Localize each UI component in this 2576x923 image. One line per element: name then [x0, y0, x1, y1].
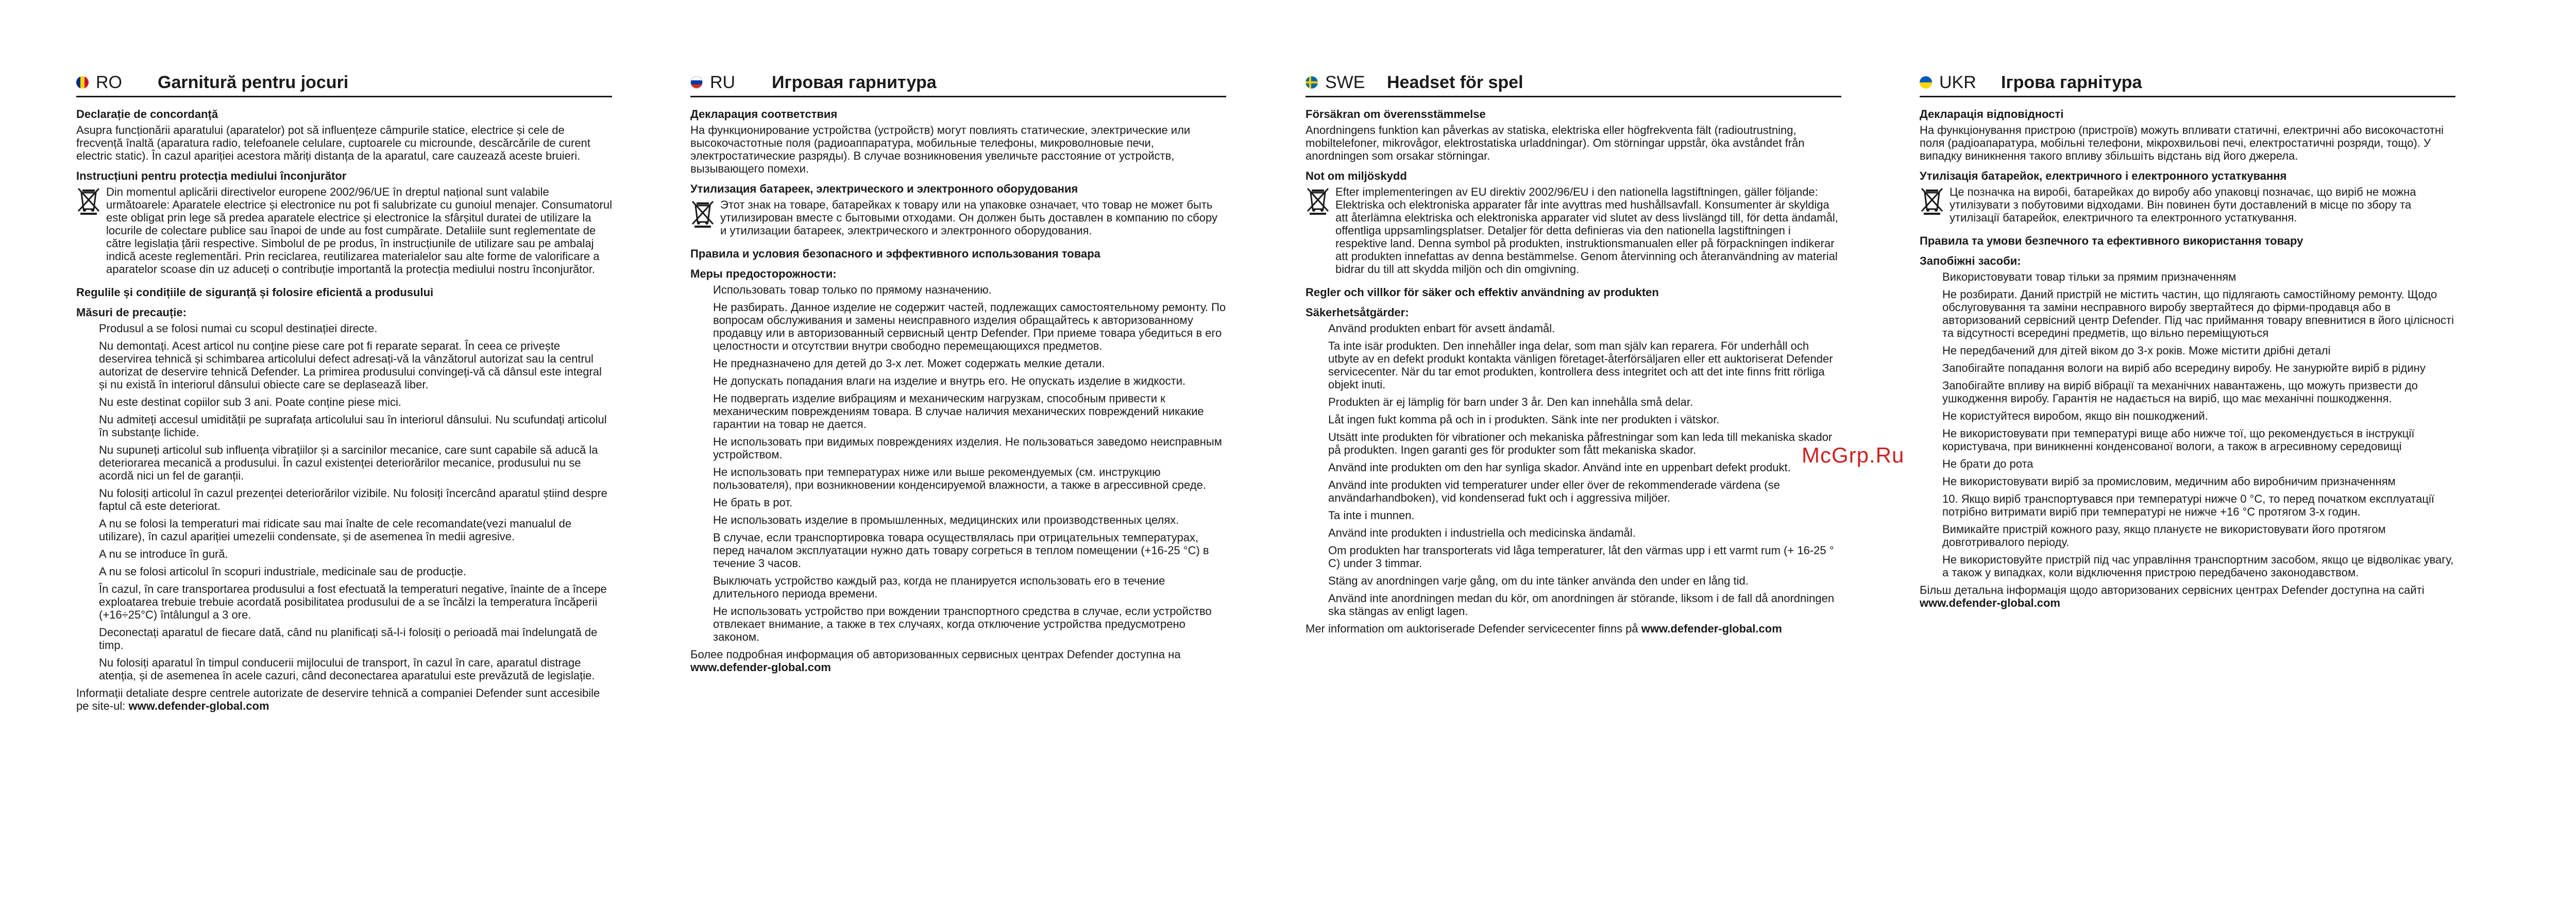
- list-item: Produkten är ej lämplig för barn under 3 år. Den kan innehålla små delar.: [1328, 396, 1693, 408]
- precautions-list: [690, 283, 1226, 643]
- column-header: [76, 72, 612, 93]
- precautions-label: Măsuri de precauție:: [76, 306, 187, 319]
- list-item: Не розбирати. Даний пристрій не містить частин, що підлягають самостійному ремонту. Щодо обслуговування та заміни несправного виробу звертайтеся до фірми-продавця або в авторизований сервісний центр Defender. Під час приймання товару впевнитися в його цілісності та відсутності всередині предметів, що вільно переміщуються: [1942, 288, 2454, 339]
- list-item: В случае, если транспортировка товара осуществлялась при отрицательных температурах, перед началом эксплуатации нужно дать товару согреться в теплом помещении (+16-25 °С) в течение 3 часов.: [713, 531, 1209, 570]
- language-code: RU: [710, 72, 736, 92]
- more-info-text: Более подробная информация об авторизованных сервисных центрах Defender доступна на: [690, 648, 1181, 661]
- website-link[interactable]: www.defender-global.com: [1641, 622, 1782, 635]
- disposal-text: Це позначка на виробі, батарейках до виробу або упаковці позначає, що виріб не можна утилізувати з побутовими відходами. Він повинен бути доставлений в місце по збору та утилізації батарейок, електричного та електронного устаткування.: [1950, 185, 2416, 224]
- header-rule: [1306, 96, 1841, 97]
- website-link[interactable]: www.defender-global.com: [690, 661, 831, 674]
- header-rule: [690, 96, 1226, 97]
- list-item: Utsätt inte produkten för vibrationer och mekaniska påfrestningar som kan leda till mekaniska skador på produkten. Ingen garanti ges för produkter som fått mekaniska skador.: [1328, 431, 1833, 456]
- declaration-text: Anordningens funktion kan påverkas av statiska, elektriska eller högfrekventa fält (radioutrustning, mobiltelefoner, mikrovågor, elektrostatiska urladdningar). Om störningar uppstår, öka avståndet från anordningen som orsakar störningar.: [1306, 124, 1805, 162]
- product-title: Ігрова гарнітура: [2001, 72, 2142, 92]
- list-item: 10. Якщо виріб транспортувався при температурі нижче 0 °С, то перед початком експлуатації потрібно витримати виріб при температурі не нижче +16 °С протягом 3-х годин.: [1942, 492, 2435, 518]
- precautions-list: [76, 322, 612, 682]
- column-swe: [1306, 72, 1841, 876]
- flag-stripe: [80, 76, 84, 89]
- sweden-flag-icon: [1306, 76, 1318, 89]
- language-code: UKR: [1939, 72, 1976, 92]
- precautions-label: Запобіжні засоби:: [1920, 254, 2021, 267]
- column-ru: [690, 72, 1226, 876]
- more-info-text: Більш детальна інформація щодо авторизованих сервісних центрах Defender доступна на сайті: [1920, 584, 2425, 596]
- list-item: Не брать в рот.: [713, 496, 793, 509]
- list-item: Не передбачений для дітей віком до 3-х років. Може містити дрібні деталі: [1942, 344, 2331, 357]
- list-item: Запобігайте попадання вологи на виріб або всередину виробу. Не занурюйте виріб в рідину: [1942, 362, 2426, 374]
- disposal-block: [76, 185, 612, 279]
- header-rule: [1920, 96, 2455, 97]
- product-title: Garnitură pentru jocuri: [158, 72, 349, 92]
- declaration-text: На функционирование устройства (устройств) могут повлиять статические, электрические или высокочастотные поля (радиоаппаратура, мобильные телефоны, микроволновые печи, электростатические разряды). В случае возникновения увеличьте расстояние от устройств, вызывающего помехи.: [690, 124, 1191, 175]
- flag-stripe: [1920, 76, 1932, 82]
- list-item: Nu folosiți articolul în cazul prezenței deteriorărilor vizibile. Nu folosiți încercând aparatul știind despre faptul că este deteriorat.: [99, 487, 607, 512]
- list-item: Не использовать устройство при вождении транспортного средства в случае, если устройство отвлекает внимание, а также в тех случаях, когда отключение устройства предусмотрено законом.: [713, 605, 1212, 643]
- list-item: Ta inte i munnen.: [1328, 509, 1415, 522]
- precautions-label: Меры предосторожности:: [690, 267, 837, 280]
- list-item: Om produkten har transporterats vid låga temperaturer, låt den värmas upp i ett varmt rum (+ 16-25 ° C) under 3 timmar.: [1328, 544, 1834, 570]
- product-title: Headset för spel: [1387, 72, 1523, 92]
- list-item: Ta inte isär produkten. Den innehåller inga delar, som man själv kan reparera. För underhåll och utbyte av en defekt produkt kontakta vänligen företaget-återförsäljaren eller ett auktoriserat Defender servicecenter. När du tar emot produkten, kontrollera dess integritet och att det inte finns fritt rörliga objekt inuti.: [1328, 339, 1833, 391]
- rules-title: Правила и условия безопасного и эффективного использования товара: [690, 247, 1100, 260]
- disposal-text: Din momentul aplicării directivelor europene 2002/96/UE în dreptul național sunt valabile următoarele: Aparatele electrice și electronice nu pot fi salubrizate cu gunoiul menajer. Consumatorul este obligat prin lege să predea aparatele electrice și electronice la sfârșitul duratei de utilizare la locurile de colectare publice sau înapoi de unde au fost cumpărate. Detaliile sunt reglementate de către legislația țării respective. Simbolul de pe produs, în instrucțiunile de utilizare sau pe ambalaj indică aceste reglementări. Prin reciclarea, reutilizarea materialelor sau alte forme de valorificare a aparatelor scoase din uz aduceți o contribuție importantă la protecția mediului nostru înconjurător.: [106, 185, 612, 276]
- disposal-title: Not om miljöskydd: [1306, 169, 1407, 182]
- column-header: [690, 72, 1226, 93]
- flag-stripe: [691, 80, 702, 84]
- rules-title: Правила та умови безпечного та ефективного використання товару: [1920, 234, 2303, 247]
- list-item: Använd produkten enbart för avsett ändamål.: [1328, 322, 1555, 335]
- crossed-bin-icon: [690, 198, 715, 228]
- list-item: Использовать товар только по прямому назначению.: [713, 283, 992, 296]
- declaration-title: Декларация соответствия: [690, 108, 838, 121]
- list-item: Använd inte produkten om den har synliga skador. Använd inte en uppenbart defekt produkt.: [1328, 461, 1791, 474]
- crossed-bin-icon: [1306, 185, 1330, 215]
- website-link[interactable]: www.defender-global.com: [1920, 596, 2060, 609]
- list-item: Deconectați aparatul de fiecare dată, când nu planificați să-l-i folosiți o perioadă mai îndelungată de timp.: [99, 626, 598, 652]
- list-item: Nu este destinat copiilor sub 3 ani. Poate conține piese mici.: [99, 396, 401, 408]
- list-item: Запобігайте впливу на виріб вібрації та механічних навантажень, що можуть призвести до ушкодження виробу. Гарантія не надається на виріб, що має механічні пошкодження.: [1942, 379, 2418, 405]
- flag-stripe: [76, 76, 80, 89]
- disposal-text: Efter implementeringen av EU direktiv 2002/96/EU i den nationella lagstiftningen, gäller följande: Elektriska och elektroniska apparater får inte avyttras med hushållsavfall. Konsumenter är skyldiga att återlämna elektriska och elektroniska apparater vid slutet av dess livslängd till, för detta ändamål, offentliga uppsamlingsplatser. Detaljer för detta definieras via den nationella lagstiftningen i respektive land. Denna symbol på produkten, instruktionsmanualen eller på förpackningen indikerar att produkten innefattas av denna bestämmelse. Genom återvinning och återanvändning av material bidrar du till att skydda miljön och din omgivning.: [1335, 185, 1838, 276]
- list-item: Nu admiteți accesul umidității pe suprafața articolului sau în interiorul dânsului. Nu scufundați articolul în substanțe lichide.: [99, 413, 607, 439]
- precautions-list: [1920, 270, 2455, 579]
- website-link[interactable]: www.defender-global.com: [128, 699, 269, 712]
- more-info: [1306, 622, 1841, 635]
- list-item: Använd inte produkten i industriella och medicinska ändamål.: [1328, 526, 1636, 539]
- list-item: Не використовувати виріб за промисловим, медичним або виробничим призначенням: [1942, 475, 2396, 488]
- declaration-text: На функціонування пристрою (пристроїв) можуть впливати статичні, електричні або високочастотні поля (радіоапаратура, мобільні телефони, мікрохвильові печі, електростатичні розряди, тощо). У випадку виникнення такого впливу збільшіть відстань від його джерела.: [1920, 124, 2444, 162]
- declaration-text: Asupra funcționării aparatului (aparatelor) pot să influențeze câmpurile statice, electrice și cele de frecvență înaltă (aparatura radio, telefoanele celulare, cuptoarele cu microunde, descărcările de curent electric static). În cazul apariției acestora măriți distanța de la aparatul, care cauzează aceste bruieri.: [76, 124, 590, 162]
- list-item: Не разбирать. Данное изделие не содержит частей, подлежащих самостоятельному ремонту. По вопросам обслуживания и замены неисправного изделия обращайтесь к авторизованному продавцу или в авторизованный сервисный центр Defender. При приеме товара убедиться в его целостности и отсутствии внутри свободно перемещающихся предметов.: [713, 301, 1226, 352]
- list-item: Не использовать изделие в промышленных, медицинских или производственных целях.: [713, 514, 1179, 526]
- more-info: [690, 648, 1226, 674]
- list-item: Не подвергать изделие вибрациям и механическим нагрузкам, способным привести к механическим повреждениям товара. В случае наличия механических повреждений никакие гарантии на товар не дается.: [713, 392, 1204, 431]
- header-rule: [76, 96, 612, 97]
- list-item: Nu demontați. Acest articol nu conține piese care pot fi reparate separat. În ceea ce privește deservirea tehnică și schimbarea articolului defect adresați-vă la vânzătorul autorizat sau la centrul autorizat de deservire tehnică Defender. La primirea produsului convingeți-vă că dânsul este integral și nu există în interiorul dânsului obiecte care se deplasează liber.: [99, 339, 602, 391]
- list-item: Не использовать при температурах ниже или выше рекомендуемых (см. инструкцию пользователя), при возникновении конденсируемой влажности, а также в агрессивной среде.: [713, 466, 1206, 491]
- list-item: A nu se introduce în gură.: [99, 548, 228, 560]
- list-item: Не брати до рота: [1942, 457, 2033, 470]
- column-header: [1920, 72, 2455, 93]
- crossed-bin-icon: [76, 185, 101, 215]
- list-item: Не використовувати при температурі вище або нижче тої, що рекомендується в інструкції користувача, при виникненні конденсованої вологи, а також в агресивному середовищі: [1942, 427, 2415, 453]
- disposal-block: [1306, 185, 1841, 279]
- more-info-text: Mer information om auktoriserade Defender servicecenter finns på: [1306, 622, 1638, 635]
- list-item: Nu supuneți articolul sub influența vibrațiilor și a sarcinilor mecanice, care sunt capabile să aducă la deteriorarea mecanică a produsului. În cazul existenței deteriorărilor mecanice, produsului nu se acordă nici un fel de garanții.: [99, 443, 598, 482]
- watermark: McGrp.Ru: [1802, 443, 1905, 467]
- list-item: A nu se folosi articolul în scopuri industriale, medicinale sau de producție.: [99, 565, 466, 578]
- precautions-list: [1306, 322, 1841, 618]
- list-item: Nu folosiți aparatul în timpul conducerii mijlocului de transport, în cazul în care, aparatul distrage atenția, și de asemenea în acele cazuri, când deconectarea aparatului este prevăzută de legislație.: [99, 656, 595, 682]
- list-item: Använd inte produkten vid temperaturer under eller över de rekommenderade värdena (se användarhandboken), vid kondenserad fukt och i aggressiva miljöer.: [1328, 478, 1780, 504]
- list-item: Не использовать при видимых повреждениях изделия. Не пользоваться заведомо неисправным устройством.: [713, 435, 1222, 461]
- flag-stripe: [691, 84, 702, 88]
- declaration-title: Декларація відповідності: [1920, 108, 2064, 121]
- flag-stripe: [84, 76, 89, 89]
- list-item: Не допускать попадания влаги на изделие и внутрь его. Не опускать изделие в жидкости.: [713, 374, 1186, 387]
- ukraine-flag-icon: [1920, 76, 1932, 89]
- disposal-title: Instrucțiuni pentru protecția mediului înconjurător: [76, 169, 347, 182]
- column-ukr: [1920, 72, 2455, 876]
- rules-title: Regler och villkor för säker och effektiv användning av produkten: [1306, 286, 1659, 299]
- list-item: Вимикайте пристрій кожного разу, якщо плануєте не використовувати його протягом довготривалого періоду.: [1942, 523, 2386, 549]
- disposal-title: Утилізація батарейок, електричного і електронного устаткування: [1920, 169, 2287, 182]
- list-item: Використовувати товар тільки за прямим призначенням: [1942, 270, 2236, 283]
- romania-flag-icon: [76, 76, 89, 89]
- flag-stripe: [1920, 82, 1932, 89]
- list-item: Не предназначено для детей до 3-х лет. Может содержать мелкие детали.: [713, 357, 1105, 370]
- disposal-block: [1920, 185, 2455, 227]
- crossed-bin-icon: [1920, 185, 1944, 215]
- language-code: RO: [96, 72, 122, 92]
- list-item: Не використовуйте пристрій під час управління транспортним засобом, якщо це відволікає увагу, а також у випадках, коли відключення пристрою передбачено законодавством.: [1942, 553, 2454, 579]
- more-info: [76, 687, 612, 712]
- language-code: SWE: [1325, 72, 1365, 92]
- list-item: Låt ingen fukt komma på och in i produkten. Sänk inte ner produkten i vätskor.: [1328, 413, 1720, 426]
- declaration-title: Försäkran om överensstämmelse: [1306, 108, 1486, 121]
- more-info: [1920, 584, 2455, 609]
- list-item: Не користуйтеся виробом, якщо він пошкоджений.: [1942, 409, 2208, 422]
- column-ro: [76, 72, 612, 876]
- list-item: În cazul, în care transportarea produsului a fost efectuată la temperaturi negative, înainte de a începe exploatarea trebuie trebuie acordată posibilitatea produsului de a se încălzi la temperatura încăperii (+16÷25°C) întâlungul a 3 ore.: [99, 583, 607, 621]
- list-item: Produsul a se folosi numai cu scopul destinației directe.: [99, 322, 378, 335]
- precautions-label: Säkerhetsåtgärder:: [1306, 306, 1409, 319]
- disposal-block: [690, 198, 1226, 240]
- disposal-title: Утилизация батареек, электрического и электронного оборудования: [690, 182, 1078, 195]
- list-item: Använd inte anordningen medan du kör, om anordningen är störande, liksom i de fall då anordningen ska stängas av enligt lagen.: [1328, 592, 1835, 618]
- column-header: [1306, 72, 1841, 93]
- product-title: Игровая гарнитура: [772, 72, 937, 92]
- flag-stripe: [691, 77, 702, 80]
- declaration-title: Declarație de concordanță: [76, 108, 218, 121]
- list-item: Stäng av anordningen varje gång, om du inte tänker använda den under en lång tid.: [1328, 574, 1749, 587]
- list-item: A nu se folosi la temperaturi mai ridicate sau mai înalte de cele recomandate(vezi manualul de utilizare), în cazul apariției umezelii condensate, și de asemenea în medii agresive.: [99, 517, 572, 543]
- disposal-text: Этот знак на товаре, батарейках к товару или на упаковке означает, что товар не может быть утилизирован вместе с бытовыми отходами. Он должен быть доставлен в компанию по сбору и утилизации батареек, электрического и электронного оборудования.: [720, 198, 1217, 237]
- more-info-text: Informații detaliate despre centrele autorizate de deservire tehnică a companiei Defender sunt accesibile pe site-ul:: [76, 687, 600, 712]
- rules-title: Regulile și condițiile de siguranță și folosire eficientă a produsului: [76, 286, 434, 299]
- russia-flag-icon: [690, 76, 703, 89]
- list-item: Выключать устройство каждый раз, когда не планируется использовать его в течение длительного периода времени.: [713, 574, 1165, 600]
